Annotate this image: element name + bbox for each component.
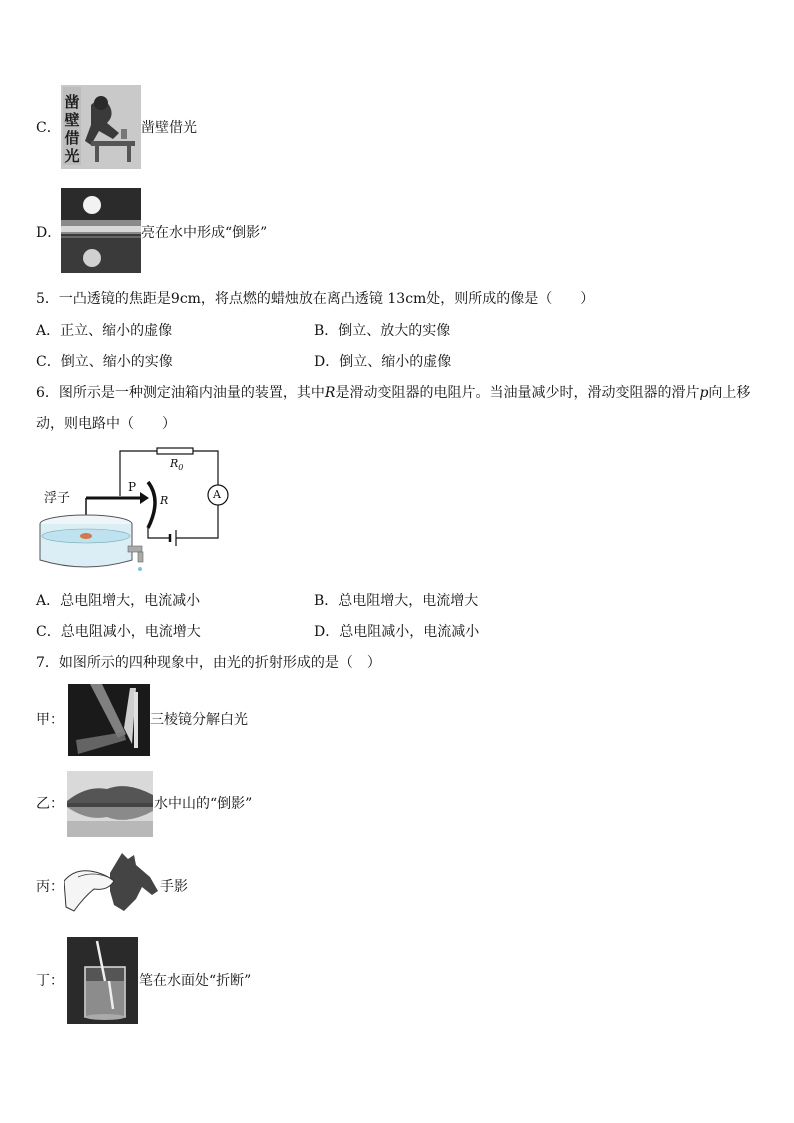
float-label: 浮子 xyxy=(44,491,71,506)
q5-option-d: D．倒立、缩小的虚像 xyxy=(314,354,452,370)
q4-option-c-caption: 凿壁借光 xyxy=(141,120,197,136)
q6-option-d: D．总电阻减小，电流减小 xyxy=(314,624,480,640)
svg-text:凿: 凿 xyxy=(64,93,80,111)
q4-option-d-caption: 亮在水中形成“倒影” xyxy=(141,225,268,241)
q7-item-jia-label: 甲： xyxy=(36,712,64,728)
r0-label: $R_0$ xyxy=(170,457,184,473)
q7-item-ding-caption: 笔在水面处“折断” xyxy=(139,973,252,989)
resistor-r-label: R xyxy=(160,494,169,507)
q5-option-a: A．正立、缩小的虚像 xyxy=(36,323,173,339)
prism-image xyxy=(68,684,150,756)
hand-shadow-image xyxy=(64,851,160,917)
q6-option-b: B．总电阻增大，电流增大 xyxy=(314,593,479,609)
svg-text:借: 借 xyxy=(64,129,80,147)
slider-p-label: P xyxy=(128,480,137,494)
q7-item-yi-caption: 水中山的“倒影” xyxy=(154,796,253,812)
q6-stem-line1: 6．图所示是一种测定油箱内油量的装置，其中R是滑动变阻器的电阻片。当油量减少时，滑动变阻器的滑片p向上移 xyxy=(36,385,751,401)
ammeter-label: A xyxy=(213,488,221,501)
q7-item-yi-label: 乙： xyxy=(36,796,64,812)
q7-item-ding-label: 丁： xyxy=(36,973,64,989)
q6-stem-line2: 动，则电路中（ ） xyxy=(36,416,176,432)
pencil-in-water-image xyxy=(67,937,138,1024)
q7-stem: 7．如图所示的四种现象中，由光的折射形成的是（ ） xyxy=(36,655,381,671)
q5-option-b: B．倒立、放大的实像 xyxy=(314,323,451,339)
moon-reflection-image xyxy=(61,188,141,273)
q4-option-d-label: D． xyxy=(36,225,62,241)
mountain-reflection-image xyxy=(67,771,153,837)
q7-item-bing-label: 丙： xyxy=(36,879,64,895)
svg-text:光: 光 xyxy=(64,147,80,165)
chiseling-wall-image xyxy=(61,85,141,169)
q7-item-jia-caption: 三棱镜分解白光 xyxy=(150,712,248,728)
oil-gauge-circuit-figure xyxy=(36,446,256,580)
svg-text:壁: 壁 xyxy=(64,111,80,129)
q4-option-c-label: C． xyxy=(36,120,61,136)
q6-option-c: C．总电阻减小，电流增大 xyxy=(36,624,201,640)
q5-option-c: C．倒立、缩小的实像 xyxy=(36,354,173,370)
q5-stem: 5．一凸透镜的焦距是9cm，将点燃的蜡烛放在离凸透镜 13cm处，则所成的像是（ ） xyxy=(36,291,595,307)
q6-option-a: A．总电阻增大，电流减小 xyxy=(36,593,201,609)
q7-item-bing-caption: 手影 xyxy=(160,879,188,895)
